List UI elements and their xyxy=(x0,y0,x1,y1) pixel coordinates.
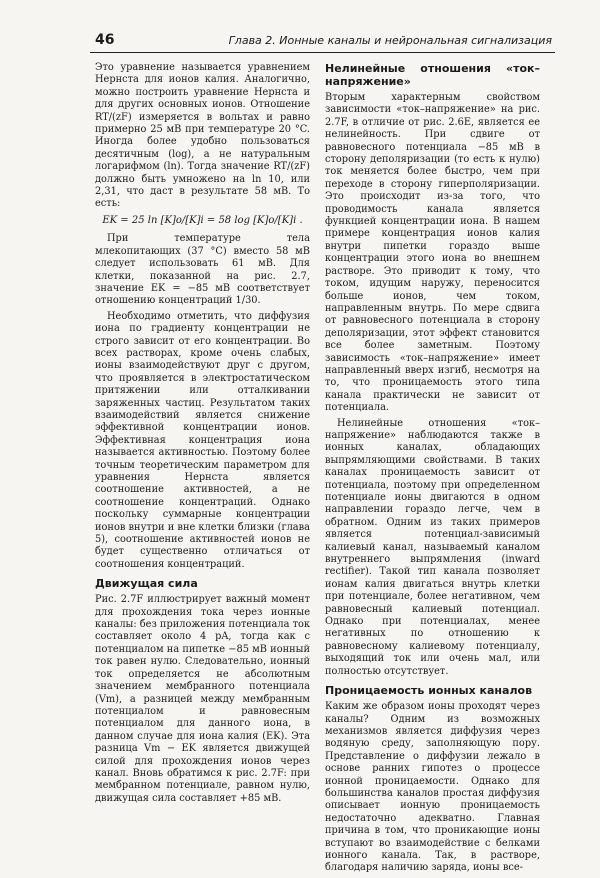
page-number: 46 xyxy=(95,32,115,48)
section-heading-driving-force: Движущая сила xyxy=(95,577,198,591)
header-rule xyxy=(90,52,555,53)
paragraph-body-temperature: При температуре тела млекопитающих (37 °C) вместо 58 мВ следует использовать 61 мВ. Для клетки, показанной на рис. 2.7, значение EK = −85 мВ соответствует отношению концентраций 1/30. xyxy=(95,233,310,307)
nernst-equation: EK = 25 ln [K]o/[K]i = 58 log [K]o/[K]i . xyxy=(102,214,303,226)
paragraph-nernst-intro: Это уравнение называется уравнением Нернста для ионов калия. Аналогично, можно построить уравнение Нернста и для других основных ионов. Отношение RT/(zF) измеряется в вольтах и равно примерно 25 мВ при температуре 20 °C. Иногда более удобно пользоваться десятичным (log), а не натуральным логарифмом (ln). Тогда значение RT/(zF) должно быть умножено на ln 10, или 2,31, что даст в результате 58 мВ. То есть: xyxy=(95,62,310,210)
paragraph-nonlinearity: Вторым характерным свойством зависимости «ток–напряжение» на рис. 2.7F, в отличие от рис. 2.6E, является ее нелинейность. При сдвиге от равновесного потенциала −85 мВ в сторону деполяризации (то есть к нулю) ток меняется более быстро, чем при переходе в сторону гиперполяризации. Это происходит из-за того, что проводимость канала является функцией концентрации иона. В нашем примере концентрация ионов калия внутри пипетки гораздо выше концентрации этого иона во внешнем растворе. Это приводит к тому, что током, идущим наружу, переносится больше ионов, чем током, направленным внутрь. По мере сдвига от равновесного потенциала в сторону деполяризации, этот эффект становится все более заметным. Поэтому зависимость «ток–напряжение» имеет направленный вверх изгиб, несмотря на то, что проницаемость этого типа канала практически не зависит от потенциала. xyxy=(325,92,540,414)
paragraph-activity: Необходимо отметить, что диффузия иона по градиенту концентрации не строго зависит от его концентрации. Во всех растворах, кроме очень слабых, ионы взаимодействуют друг с другом, что проявляется в электростатическом притяжении или отталкивании заряженных частиц. Результатом таких взаимодействий является снижение эффективной концентрации ионов. Эффективная концентрация иона называется активностью. Поэтому более точным теоретическим параметром для уравнения Нернста является соотношение активностей, а не соотношение концентраций. Однако поскольку суммарные концентрации ионов внутри и вне клетки близки (глава 5), соотношение активностей ионов не будет существенно отличаться от соотношения концентраций. xyxy=(95,310,310,570)
paragraph-driving-force: Рис. 2.7F иллюстрирует важный момент для прохождения тока через ионные каналы: без приложения потенциала ток составляет около 4 pA, тогда как с потенциалом на пипетке −85 мВ ионный ток равен нулю. Следовательно, ионный ток определяется не абсолютным значением мембранного потенциала (Vm), а разницей между мембранным потенциалом и равновесным потенциалом для данного иона, в данном случае для иона калия (EK). Эта разница Vm − EK является движущей силой для прохождения ионов через канал. Вновь обратимся к рис. 2.7F: при мембранном потенциале, равном нулю, движущая сила составляет +85 мВ. xyxy=(95,594,311,804)
section-heading-nonlinear: Нелинейные отношения «ток–напряжение» xyxy=(325,62,540,88)
left-column xyxy=(95,62,310,808)
running-head: Глава 2. Ионные каналы и нейрональная сигнализация xyxy=(228,34,552,47)
paragraph-rectification: Нелинейные отношения «ток–напряжение» наблюдаются также в ионных каналах, обладающих выпрямляющими свойствами. В таких каналах проницаемость зависит от потенциала, поэтому при определенном потенциале ионы двигаются в одном направлении гораздо легче, чем в обратном. Одним из таких примеров является потенциал-зависимый калиевый канал, называемый каналом внутреннего выпрямления (inward rectifier). Такой тип канала позволяет ионам калия двигаться внутрь клетки при потенциале, более негативном, чем равновесный калиевый потенциал. Однако при потенциалах, менее негативных по отношению к равновесному калиевому потенциалу, выходящий ток или очень мал, или полностью отсутствует. xyxy=(325,417,540,677)
paragraph-permeability: Каким же образом ионы проходят через каналы? Одним из возможных механизмов является диффузия через водяную среду, заполняющую пору. Представление о диффузии лежало в основе ранних гипотез о процессе ионной проницаемости. Однако для большинства каналов простая диффузия описывает ионную проницаемость недостаточно адекватно. Главная причина в том, что проникающие ионы вступают во взаимодействие с белками ионного канала. Так, в растворе, благодаря наличию заряда, ионы все- xyxy=(325,701,540,874)
section-heading-permeability: Проницаемость ионных каналов xyxy=(325,684,533,698)
right-column xyxy=(325,62,540,878)
